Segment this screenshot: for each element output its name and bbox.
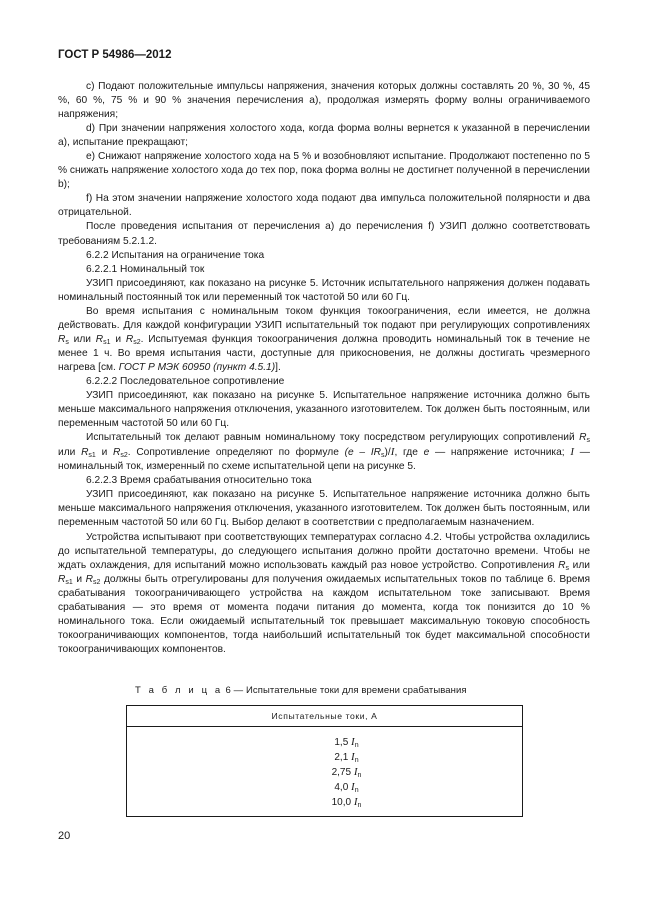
paragraph-series-1: УЗИП присоединяют, как показано на рисунке 5. Испытательное напряжение источника должно быть меньше максимального напряжения отключения, указанного изготовителем. Ток должен быть постоянным, или переменным частотой 50 или 60 Гц. xyxy=(58,390,590,430)
text-segment: или xyxy=(73,333,91,345)
text-segment: и xyxy=(115,333,122,345)
table-cell: 10,0 xyxy=(331,797,352,808)
text-segment: . Испытуемая функция токоограничения должна проводить номинальный ток в течение не менее 1 ч. Во время испытания части, доступные для прикосновения, не должны достигать чрезмерного нагрева [см. xyxy=(58,333,590,373)
symbol-sub: s xyxy=(565,564,570,572)
paragraph-series-2 xyxy=(58,431,590,474)
test-currents-table xyxy=(126,705,523,817)
document-header: ГОСТ Р 54986—2012 xyxy=(58,49,172,61)
symbol-sub: s2 xyxy=(133,338,141,346)
symbol-r: R xyxy=(58,573,66,585)
text-segment: Устройства испытывают при соответствующих температурах согласно 4.2. Чтобы устройства охладились до испытательной температуры, до следующего испытания должно пройти достаточно времени. Чтобы не ждать охлаждения, для испытаний можно использовать каждый раз новое устройство. Сопротивления xyxy=(58,531,590,571)
symbol-sub: s2 xyxy=(120,452,128,460)
symbol-e: e xyxy=(423,447,430,459)
table-cell: 4,0 xyxy=(334,782,349,793)
symbol-i: I xyxy=(570,446,574,459)
symbol-sub: s2 xyxy=(92,578,101,586)
caption-text: 6 — Испытательные токи для времени срабатывания xyxy=(225,685,467,696)
text-segment: или xyxy=(58,447,76,459)
symbol-r: R xyxy=(113,447,121,459)
text-segment: ]. xyxy=(275,361,281,373)
text-segment: и xyxy=(101,447,108,459)
symbol-r: R xyxy=(58,333,66,345)
text-segment: — номинальный ток, измеренный по схеме испытательной цепи на рисунке 5. xyxy=(58,447,590,473)
heading-6-2-2-3: 6.2.2.3 Время срабатывания относительно тока xyxy=(86,475,312,487)
text-segment: Во время испытания с номинальным током функция токоограничения, если имеется, не должна действовать. Для каждой конфигурации УЗИП испытательный ток подают при регулирующих сопротивлениях xyxy=(58,305,590,331)
paragraph-time-1: УЗИП присоединяют, как показано на рисунке 5. Испытательное напряжение источника должно быть меньше максимального напряжения отключения, указанного изготовителем. Ток должен быть постоянным, или переменным частотой 50 или 60 Гц. Выбор делают в соответствии с предполагаемым назначением. xyxy=(58,489,590,529)
text-segment: или xyxy=(572,559,590,571)
symbol-i: I xyxy=(351,736,355,748)
text-segment: должны быть отрегулированы для получения ожидаемых испытательных токов по таблице 6. Время срабатывания токоограничивающего устройства на каждом испытательном токе записывают. Время срабатывания — это время от момента подачи питания до момента, когда ток понизится до 10 % номинального тока. Если ожидаемый испытательный ток превышает максимальную токовую способность токоограничивающих компонентов, тогда наибольший испытательный ток будет максимальной способности токоограничивающих компонентов. xyxy=(58,573,590,655)
text-segment: и xyxy=(76,573,83,585)
symbol-r: R xyxy=(125,333,134,345)
paragraph-after: После проведения испытания от перечисления a) до перечисления f) УЗИП должно соответствовать требованиям 5.2.1.2. xyxy=(58,221,590,247)
table-row xyxy=(127,750,522,765)
paragraph-time-2 xyxy=(58,531,590,657)
formula: )/ xyxy=(384,447,391,459)
text-segment: . Сопротивление определяют по формуле xyxy=(127,447,339,459)
symbol-i: I xyxy=(351,781,355,793)
symbol-sub: n xyxy=(354,757,359,764)
text-segment: — напряжение источника; xyxy=(435,447,565,459)
symbol-i: I xyxy=(390,446,395,459)
table-row xyxy=(127,765,522,780)
symbol-r: R xyxy=(579,432,587,444)
table-cell: 1,5 xyxy=(334,737,349,748)
paragraph-c: c) Подают положительные импульсы напряжения, значения которых должны составлять 20 %, 30 %, 45 %, 60 %, 75 % и 90 % значения перечисления a), продолжая измерять форму волны ограничиваемого напряжения; xyxy=(58,81,590,121)
heading-6-2-2: 6.2.2 Испытания на ограничение тока xyxy=(86,249,265,261)
symbol-i: I xyxy=(353,796,358,808)
symbol-sub: s1 xyxy=(88,452,96,460)
symbol-r: R xyxy=(95,333,104,345)
symbol-sub: s xyxy=(381,452,385,460)
symbol-sub: n xyxy=(354,787,359,794)
text-segment: Испытательный ток делают равным номинальному току посредством регулирующих сопротивлений xyxy=(86,432,575,444)
text-segment: , где xyxy=(394,447,418,459)
symbol-sub: s xyxy=(586,437,590,445)
table-caption xyxy=(135,685,467,696)
symbol-sub: n xyxy=(354,742,359,749)
body-text xyxy=(58,80,590,657)
table-cell: 2,1 xyxy=(334,752,349,763)
reference: ГОСТ Р МЭК 60950 (пункт 4.5.1) xyxy=(118,361,276,373)
symbol-sub: s1 xyxy=(103,338,111,346)
table-row xyxy=(127,780,522,795)
symbol-sub: s1 xyxy=(65,578,73,586)
table-row xyxy=(127,795,522,810)
heading-6-2-2-1: 6.2.2.1 Номинальный ток xyxy=(86,263,205,275)
paragraph-e: e) Снижают напряжение холостого хода на 5 % и возобновляют испытание. Продолжают постепенно по 5 % снижать напряжение холостого хода до тех пор, пока форма волны не достигнет полученной в перечислении b); xyxy=(58,151,590,191)
page-number: 20 xyxy=(58,830,71,842)
symbol-sub: n xyxy=(357,802,362,809)
symbol-r: R xyxy=(81,447,89,459)
symbol-sub: s xyxy=(65,338,69,346)
paragraph-d: d) При значении напряжения холостого хода, когда форма волны вернется к указанной в перечислении a), испытание прекращают; xyxy=(58,123,590,149)
paragraph-f: f) На этом значении напряжение холостого хода подают два импульса положительной полярности и два отрицательной. xyxy=(58,193,590,219)
paragraph-nominal-1: УЗИП присоединяют, как показано на рисунке 5. Источник испытательного напряжения должен подавать номинальный постоянный ток или переменный ток частотой 50 или 60 Гц. xyxy=(58,277,590,303)
symbol-i: I xyxy=(351,751,355,763)
symbol-r: R xyxy=(558,559,566,571)
formula: IR xyxy=(370,447,382,459)
paragraph-nominal-2 xyxy=(58,305,590,375)
heading-6-2-2-2: 6.2.2.2 Последовательное сопротивление xyxy=(86,375,285,387)
symbol-r: R xyxy=(85,573,93,585)
symbol-sub: n xyxy=(357,772,362,779)
formula: (e – xyxy=(344,447,366,459)
symbol-i: I xyxy=(353,766,358,778)
table-row xyxy=(127,735,522,750)
table-body xyxy=(127,727,522,810)
caption-prefix: Т а б л и ц а xyxy=(135,685,223,696)
table-header: Испытательные токи, А xyxy=(127,706,522,727)
table-cell: 2,75 xyxy=(331,767,352,778)
